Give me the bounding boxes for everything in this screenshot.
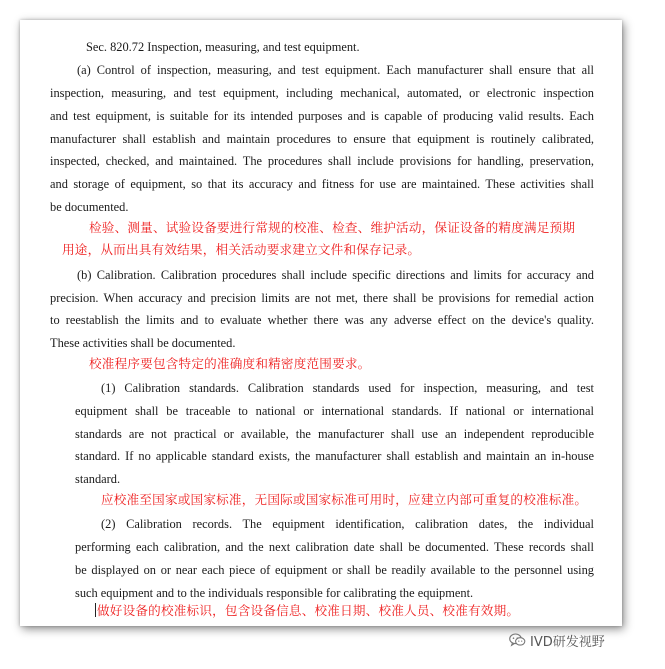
- para-a-line-5: inspected, checked, and maintained. The procedures shall include provisions for handling, preservation,: [50, 154, 594, 168]
- para-b1-line-5: standard.: [75, 472, 121, 486]
- watermark-text: IVD研发视野: [530, 634, 605, 650]
- annotation-a-line-2: 用途，从而出具有效结果，相关活动要求建立文件和保存记录。: [62, 242, 421, 257]
- para-b1-line-4: standard. If no applicable standard exists, the manufacturer shall establish and maintain an in-house: [75, 449, 594, 463]
- para-b1-line-3: standards are not practical or available, the manufacturer shall use an independent reproducible: [75, 427, 594, 441]
- para-b1-line-2: equipment shall be traceable to national or international standards. If national or international: [75, 404, 594, 418]
- section-title: Sec. 820.72 Inspection, measuring, and test equipment.: [86, 40, 360, 54]
- para-a-line-4: manufacturer shall establish and maintain procedures to ensure that equipment is routinely calibrated,: [50, 132, 594, 146]
- annotation-b: 校准程序要包含特定的准确度和精密度范围要求。: [89, 356, 371, 371]
- para-a-line-1: (a) Control of inspection, measuring, and test equipment. Each manufacturer shall ensure that all: [77, 63, 594, 77]
- para-a-line-2: inspection, measuring, and test equipment, including mechanical, automated, or electronic inspection: [50, 86, 594, 100]
- para-b2-line-4: such equipment and to the individuals responsible for calibrating the equipment.: [75, 586, 474, 600]
- para-b-line-1: (b) Calibration. Calibration procedures shall include specific directions and limits for accuracy and: [77, 268, 594, 282]
- wechat-icon: [509, 633, 526, 647]
- annotation-a-line-1: 检验、测量、试验设备要进行常规的校准、检查、维护活动，保证设备的精度满足预期: [89, 220, 576, 235]
- para-b-line-4: These activities shall be documented.: [50, 336, 236, 350]
- para-b-line-3: to reestablish the limits and to evaluate whether there was any adverse effect on the device's quality.: [50, 313, 594, 327]
- para-a-line-3: and test equipment, is suitable for its intended purposes and is capable of producing valid results. Each: [50, 109, 594, 123]
- document-page: [20, 20, 622, 626]
- annotation-b1: 应校准至国家或国家标准，无国际或国家标准可用时，应建立内部可重复的校准标准。: [101, 492, 588, 507]
- para-b1-line-1: (1) Calibration standards. Calibration standards used for inspection, measuring, and test: [101, 381, 594, 395]
- text-cursor: [95, 603, 96, 617]
- para-b2-line-2: performing each calibration, and the next calibration date shall be documented. These records shall: [75, 540, 594, 554]
- para-a-line-6: and storage of equipment, so that its accuracy and fitness for use are maintained. These activities shall: [50, 177, 594, 191]
- para-b2-line-3: be displayed on or near each piece of equipment or shall be readily available to the personnel using: [75, 563, 594, 577]
- watermark: [509, 630, 605, 650]
- para-a-line-7: be documented.: [50, 200, 129, 214]
- annotation-b2: 做好设备的校准标识，包含设备信息、校准日期、校准人员、校准有效期。: [97, 603, 520, 618]
- para-b-line-2: precision. When accuracy and precision limits are not met, there shall be provisions for remedial action: [50, 291, 594, 305]
- para-b2-line-1: (2) Calibration records. The equipment identification, calibration dates, the individual: [101, 517, 594, 531]
